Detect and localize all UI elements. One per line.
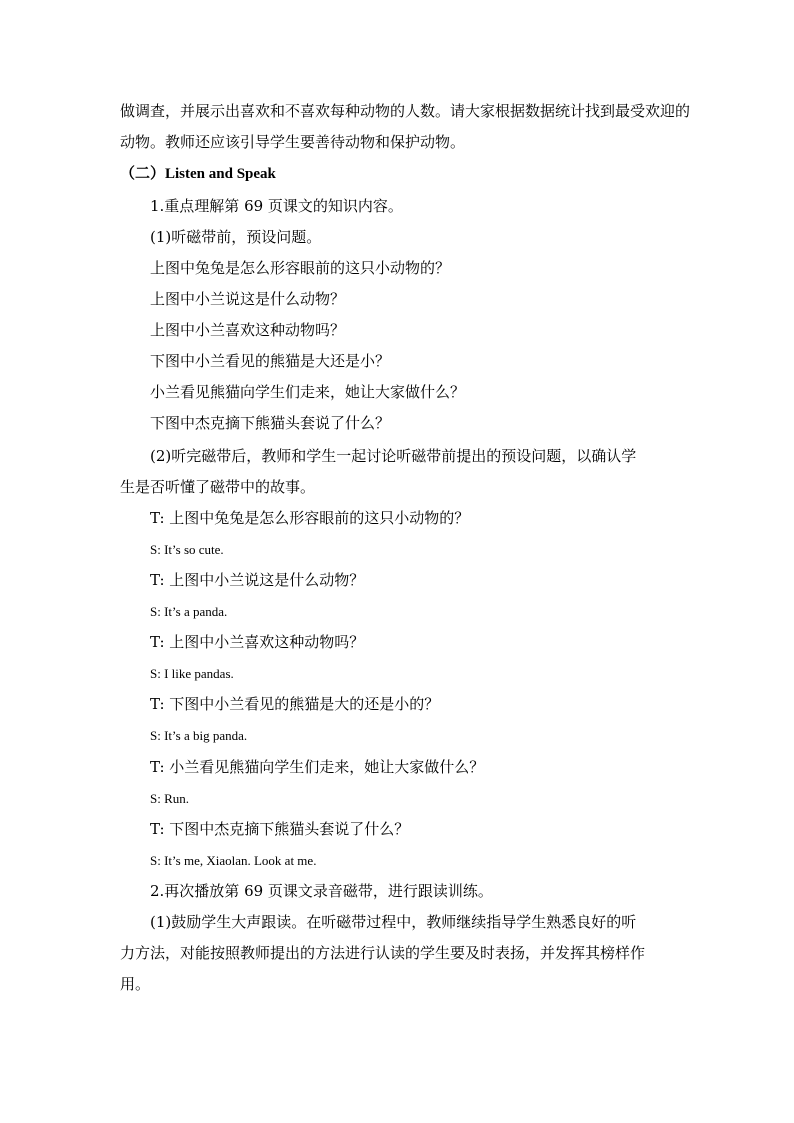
question-line: 下图中小兰看见的熊猫是大还是小？ (150, 352, 391, 370)
section-heading: （二）Listen and Speak (120, 166, 276, 182)
paragraph-line: (2)听完磁带后，教师和学生一起讨论听磁带前提出的预设问题，以确认学 (150, 447, 637, 465)
dialogue-teacher: T: 上图中小兰喜欢这种动物吗？ (150, 633, 365, 651)
paragraph-line: (1)听磁带前，预设问题。 (150, 228, 322, 246)
paragraph-line: 生是否听懂了磁带中的故事。 (120, 478, 316, 496)
paragraph-line: 力方法，对能按照教师提出的方法进行认读的学生要及时表扬，并发挥其榜样作 (120, 944, 646, 962)
paragraph-line: 1.重点理解第 69 页课文的知识内容。 (150, 197, 403, 215)
dialogue-teacher: T: 小兰看见熊猫向学生们走来，她让大家做什么？ (150, 758, 485, 776)
dialogue-teacher: T: 上图中小兰说这是什么动物？ (150, 571, 365, 589)
paragraph-line: 2.再次播放第 69 页课文录音磁带，进行跟读训练。 (150, 882, 493, 900)
dialogue-student: S: I like pandas. (150, 666, 234, 681)
dialogue-teacher: T: 下图中小兰看见的熊猫是大的还是小的？ (150, 695, 440, 713)
question-line: 上图中小兰喜欢这种动物吗？ (150, 321, 346, 339)
dialogue-student: S: Run. (150, 791, 190, 806)
paragraph-line: 用。 (120, 975, 151, 993)
question-line: 小兰看见熊猫向学生们走来，她让大家做什么？ (150, 383, 466, 401)
dialogue-student: S: It’s a panda. (150, 604, 228, 619)
dialogue-teacher: T: 下图中杰克摘下熊猫头套说了什么？ (150, 820, 410, 838)
question-line: 下图中杰克摘下熊猫头套说了什么？ (150, 414, 391, 432)
paragraph-line: 做调查，并展示出喜欢和不喜欢每种动物的人数。请大家根据数据统计找到最受欢迎的 (120, 102, 691, 120)
dialogue-teacher: T: 上图中兔兔是怎么形容眼前的这只小动物的？ (150, 509, 470, 527)
dialogue-student: S: It’s me, Xiaolan. Look at me. (150, 853, 317, 868)
question-line: 上图中兔兔是怎么形容眼前的这只小动物的？ (150, 259, 451, 277)
paragraph-line: 动物。教师还应该引导学生要善待动物和保护动物。 (120, 133, 466, 151)
question-line: 上图中小兰说这是什么动物？ (150, 290, 346, 308)
dialogue-student: S: It’s so cute. (150, 542, 224, 557)
paragraph-line: (1)鼓励学生大声跟读。在听磁带过程中，教师继续指导学生熟悉良好的听 (150, 913, 637, 931)
dialogue-student: S: It’s a big panda. (150, 728, 248, 743)
